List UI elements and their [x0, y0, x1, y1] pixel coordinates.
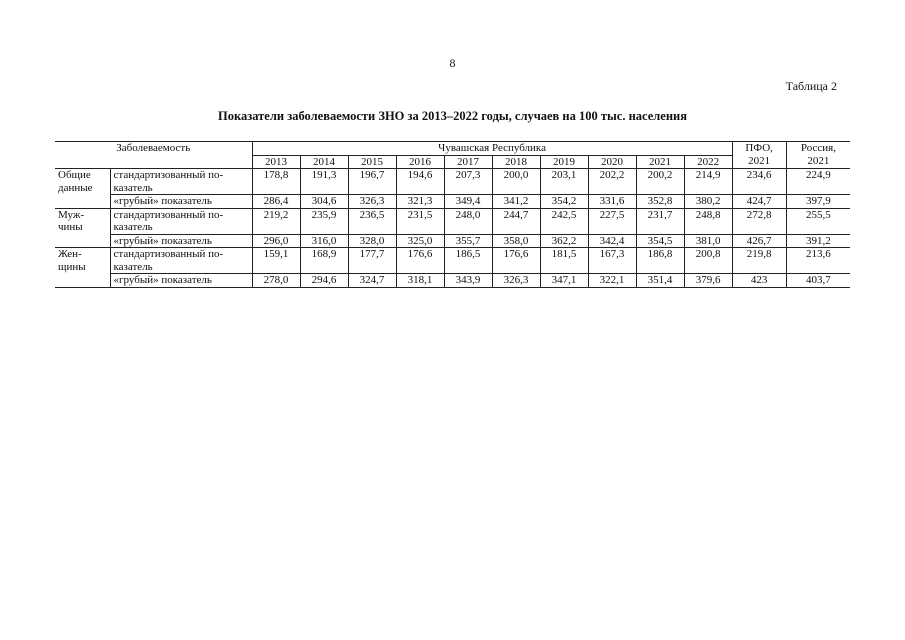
- cell-year-value: 227,5: [588, 208, 636, 234]
- cell-year-value: 325,0: [396, 234, 444, 248]
- metric-name: [110, 248, 252, 274]
- header-year: 2016: [396, 155, 444, 169]
- cell-year-value: 381,0: [684, 234, 732, 248]
- metric-name-line: казатель: [113, 181, 153, 194]
- cell-year-value: 286,4: [252, 195, 300, 209]
- cell-pfo-value: 423: [732, 274, 786, 288]
- table-body: [55, 169, 850, 288]
- metric-name-line: «грубый» показатель: [113, 234, 212, 247]
- cell-year-value: 354,5: [636, 234, 684, 248]
- header-russia: [786, 142, 850, 169]
- cell-year-value: 231,7: [636, 208, 684, 234]
- cell-year-value: 214,9: [684, 169, 732, 195]
- metric-name-line: «грубый» показатель: [113, 195, 212, 207]
- group-name-line: Общие: [58, 169, 91, 181]
- cell-pfo-value: 219,8: [732, 248, 786, 274]
- header-year: 2020: [588, 155, 636, 169]
- table-row: [55, 274, 850, 288]
- cell-year-value: 278,0: [252, 274, 300, 288]
- header-russia-line2: 2021: [807, 154, 830, 167]
- cell-russia-value: 403,7: [786, 274, 850, 288]
- cell-year-value: 342,4: [588, 234, 636, 248]
- cell-year-value: 231,5: [396, 208, 444, 234]
- header-pfo-line1: ПФО,: [745, 142, 773, 154]
- cell-pfo-value: 424,7: [732, 195, 786, 209]
- cell-year-value: 168,9: [300, 248, 348, 274]
- cell-year-value: 380,2: [684, 195, 732, 209]
- cell-year-value: 200,2: [636, 169, 684, 195]
- cell-year-value: 167,3: [588, 248, 636, 274]
- cell-year-value: 324,7: [348, 274, 396, 288]
- cell-year-value: 159,1: [252, 248, 300, 274]
- header-year: 2017: [444, 155, 492, 169]
- header-pfo-line2: 2021: [748, 154, 771, 167]
- cell-year-value: 328,0: [348, 234, 396, 248]
- cell-year-value: 331,6: [588, 195, 636, 209]
- metric-name-line: стандартизованный по-: [113, 169, 224, 181]
- table-row: [55, 169, 850, 195]
- group-name-line: Жен-: [58, 248, 82, 260]
- table-label: Таблица 2: [785, 79, 837, 93]
- header-year: 2014: [300, 155, 348, 169]
- cell-russia-value: 224,9: [806, 169, 831, 181]
- cell-year-value: 248,8: [684, 208, 732, 234]
- page-number: 8: [449, 56, 456, 70]
- metric-name: [110, 234, 252, 248]
- cell-year-value: 236,5: [348, 208, 396, 234]
- cell-year-value: 358,0: [492, 234, 540, 248]
- cell-year-value: 294,6: [300, 274, 348, 288]
- header-year: 2018: [492, 155, 540, 169]
- cell-year-value: 355,7: [444, 234, 492, 248]
- cell-year-value: 200,0: [492, 169, 540, 195]
- cell-year-value: 326,3: [348, 195, 396, 209]
- cell-year-value: 343,9: [444, 274, 492, 288]
- table-row: [55, 248, 850, 274]
- cell-year-value: 354,2: [540, 195, 588, 209]
- cell-russia-value: 397,9: [786, 195, 850, 209]
- cell-year-value: 191,3: [300, 169, 348, 195]
- group-name-line: щины: [58, 260, 86, 273]
- group-name: [55, 169, 110, 209]
- cell-year-value: 219,2: [252, 208, 300, 234]
- cell-year-value: 176,6: [396, 248, 444, 274]
- metric-name-line: «грубый» показатель: [113, 274, 212, 286]
- group-name: [55, 248, 110, 288]
- header-year: 2015: [348, 155, 396, 169]
- header-year: 2019: [540, 155, 588, 169]
- table-row: [55, 195, 850, 209]
- metric-name-line: стандартизованный по-: [113, 208, 224, 221]
- cell-pfo-value: 272,8: [732, 208, 786, 234]
- cell-year-value: 203,1: [540, 169, 588, 195]
- cell-year-value: 176,6: [492, 248, 540, 274]
- cell-year-value: 296,0: [252, 234, 300, 248]
- header-russia-line1: Россия,: [800, 142, 836, 154]
- metric-name: [110, 195, 252, 209]
- cell-russia-value: 213,6: [786, 248, 850, 274]
- cell-year-value: 322,1: [588, 274, 636, 288]
- cell-year-value: 326,3: [492, 274, 540, 288]
- table-row: [55, 208, 850, 234]
- cell-year-value: 178,8: [252, 169, 300, 195]
- cell-year-value: 207,3: [444, 169, 492, 195]
- group-name: [55, 208, 110, 248]
- cell-year-value: 194,6: [396, 169, 444, 195]
- metric-name: [110, 169, 252, 195]
- cell-pfo-value: 426,7: [732, 234, 786, 248]
- header-year: 2013: [252, 155, 300, 169]
- metric-name: [110, 274, 252, 288]
- header-region: Чувашская Республика: [252, 142, 732, 156]
- header-category: Заболеваемость: [55, 142, 252, 169]
- metric-name-line: казатель: [113, 221, 153, 233]
- metric-name-line: стандартизованный по-: [113, 248, 224, 260]
- header-year: 2021: [636, 155, 684, 169]
- cell-year-value: 196,7: [348, 169, 396, 195]
- group-name-line: данные: [58, 181, 93, 194]
- cell-year-value: 318,1: [396, 274, 444, 288]
- cell-year-value: 379,6: [684, 274, 732, 288]
- cell-year-value: 177,7: [348, 248, 396, 274]
- incidence-table: [55, 141, 850, 288]
- metric-name: [110, 208, 252, 234]
- cell-year-value: 186,5: [444, 248, 492, 274]
- cell-year-value: 235,9: [300, 208, 348, 234]
- cell-year-value: 341,2: [492, 195, 540, 209]
- cell-year-value: 352,8: [636, 195, 684, 209]
- cell-russia-value: 391,2: [786, 234, 850, 248]
- cell-year-value: 202,2: [588, 169, 636, 195]
- cell-year-value: 362,2: [540, 234, 588, 248]
- cell-year-value: 244,7: [492, 208, 540, 234]
- metric-name-line: казатель: [113, 260, 153, 273]
- group-name-line: Муж-: [58, 208, 85, 221]
- cell-russia-value: 255,5: [786, 208, 850, 234]
- cell-year-value: 347,1: [540, 274, 588, 288]
- cell-year-value: 321,3: [396, 195, 444, 209]
- cell-year-value: 248,0: [444, 208, 492, 234]
- cell-year-value: 349,4: [444, 195, 492, 209]
- cell-year-value: 186,8: [636, 248, 684, 274]
- cell-year-value: 200,8: [684, 248, 732, 274]
- cell-year-value: 181,5: [540, 248, 588, 274]
- cell-year-value: 242,5: [540, 208, 588, 234]
- cell-year-value: 316,0: [300, 234, 348, 248]
- cell-year-value: 304,6: [300, 195, 348, 209]
- header-pfo: [732, 142, 786, 169]
- table-row: [55, 234, 850, 248]
- header-year: 2022: [684, 155, 732, 169]
- cell-pfo-value: 234,6: [732, 169, 786, 195]
- cell-year-value: 351,4: [636, 274, 684, 288]
- header-row-1: [55, 142, 850, 156]
- group-name-line: чины: [58, 221, 83, 233]
- table-title: Показатели заболеваемости ЗНО за 2013–2022 годы, случаев на 100 тыс. населения: [217, 109, 688, 123]
